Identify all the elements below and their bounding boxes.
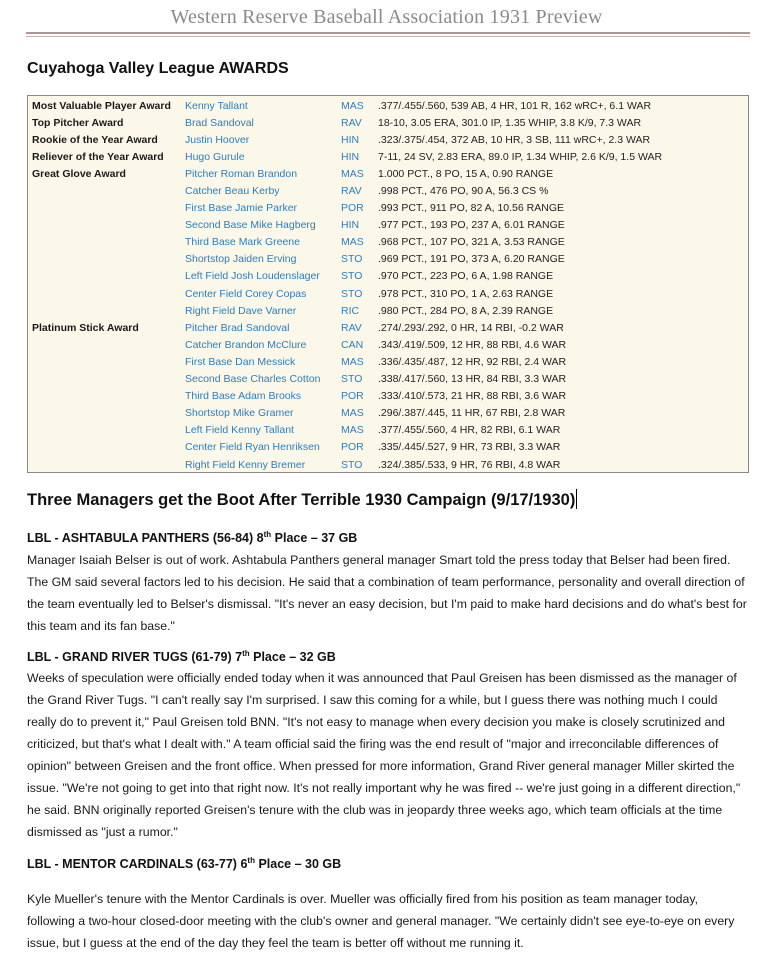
- award-name: [32, 336, 185, 353]
- award-team: POR: [341, 202, 364, 215]
- award-team: STO: [341, 253, 363, 266]
- story-body-ashtabula: Manager Isaiah Belser is out of work. Ashtabula Panthers general manager Smart told the press today that Belser had been fired. The GM said several factors led to his decision. He said that a combination of team performance, personality and overall direction of the team eventually led to Belser's dismissal. "It's never an easy decision, but I'm paid to make hard decisions and do what's best for this team and its fan base.": [27, 553, 747, 633]
- award-player: Left Field Kenny Tallant: [185, 424, 294, 437]
- award-team: RAV: [341, 321, 362, 334]
- award-player: Third Base Adam Brooks: [185, 390, 302, 403]
- award-team: STO: [341, 270, 363, 283]
- document-title: Western Reserve Baseball Association 1931 Preview: [170, 6, 603, 28]
- award-row: [32, 234, 662, 251]
- story-heading-place: Place – 37 GB: [271, 531, 358, 545]
- award-team: RAV: [341, 185, 362, 198]
- award-player: Brad Sandoval: [185, 116, 254, 129]
- award-row: [32, 319, 662, 336]
- news-headline: [27, 489, 577, 510]
- story-heading-place: Place – 32 GB: [249, 650, 336, 664]
- award-team: STO: [341, 373, 363, 386]
- award-name: [32, 353, 185, 370]
- story-heading-ashtabula: [27, 531, 357, 545]
- award-player: Shortstop Mike Gramer: [185, 407, 294, 420]
- award-name: [32, 234, 185, 251]
- award-player: Catcher Beau Kerby: [185, 185, 280, 198]
- award-stats: 1.000 PCT., 8 PO, 15 A, 0.90 RANGE: [378, 167, 554, 180]
- story-body-grand-river: Weeks of speculation were officially ended today when it was announced that Paul Greisen has been dismissed as the manager of the Grand River Tugs. "I can't really say I'm surprised. I saw this coming for a while, but I guess there was nothing much I could really do to prevent it," Paul Greisen told BNN. "It's not easy to manage when every decision you make is closely scrutinized and criticized, but that's what I dealt with." A team official said the firing was the end result of "major and irreconcilable differences of opinion" between Greisen and the front office. When pressed for more information, Grand River general manager Miller skirted the issue. "We're not going to get into that right now. It's not really important why he was fired -- we're just going in a different direction," he said. BNN originally reported Greisen's tenure with the club was in jeopardy three weeks ago, which team officials at the time dismissed as "just a rumor.": [27, 671, 741, 839]
- award-stats: .324/.385/.533, 9 HR, 76 RBI, 4.8 WAR: [378, 458, 561, 471]
- awards-table-box: [27, 95, 749, 473]
- award-stats: .338/.417/.560, 13 HR, 84 RBI, 3.3 WAR: [378, 373, 567, 386]
- award-row: [32, 182, 662, 199]
- award-team: HIN: [341, 133, 360, 146]
- award-stats: .323/.375/.454, 372 AB, 10 HR, 3 SB, 111 wRC+, 2.3 WAR: [378, 133, 651, 146]
- award-player: Pitcher Roman Brandon: [185, 167, 298, 180]
- award-player: Second Base Charles Cotton: [185, 373, 321, 386]
- story-heading-text: LBL - MENTOR CARDINALS (63-77) 6: [27, 857, 248, 871]
- award-player: Third Base Mark Greene: [185, 236, 300, 249]
- award-team: RIC: [341, 304, 360, 317]
- award-team: STO: [341, 458, 363, 471]
- award-stats: .343/.419/.509, 12 HR, 88 RBI, 4.6 WAR: [378, 338, 567, 351]
- story-heading-ordinal: th: [247, 855, 255, 865]
- story-heading-mentor: [27, 857, 341, 871]
- award-player: Catcher Brandon McClure: [185, 338, 307, 351]
- award-stats: .993 PCT., 911 PO, 82 A, 10.56 RANGE: [378, 202, 564, 215]
- story-heading-ordinal: th: [242, 648, 250, 658]
- award-row: [32, 456, 662, 473]
- award-stats: .968 PCT., 107 PO, 321 A, 3.53 RANGE: [378, 236, 565, 249]
- award-row: [32, 268, 662, 285]
- award-row: [32, 148, 662, 165]
- award-team: MAS: [341, 167, 364, 180]
- award-player: Shortstop Jaiden Erving: [185, 253, 297, 266]
- award-player: First Base Jamie Parker: [185, 202, 298, 215]
- award-row: [32, 131, 662, 148]
- award-name: [32, 285, 185, 302]
- award-stats: .977 PCT., 193 PO, 237 A, 6.01 RANGE: [378, 219, 565, 232]
- news-headline-text: Three Managers get the Boot After Terrible 1930 Campaign (9/17/1930): [27, 491, 576, 509]
- award-name: [32, 200, 185, 217]
- award-name: [32, 371, 185, 388]
- award-player: Left Field Josh Loudenslager: [185, 270, 320, 283]
- award-stats: .970 PCT., 223 PO, 6 A, 1.98 RANGE: [378, 270, 554, 283]
- award-name: Platinum Stick Award: [32, 321, 139, 334]
- story-heading-text: LBL - ASHTABULA PANTHERS (56-84) 8: [27, 531, 264, 545]
- award-name: [32, 268, 185, 285]
- award-name: [32, 405, 185, 422]
- award-stats: .333/.410/.573, 21 HR, 88 RBI, 3.6 WAR: [378, 390, 567, 403]
- award-row: [32, 405, 662, 422]
- award-row: [32, 165, 662, 182]
- award-row: [32, 251, 662, 268]
- award-name: [32, 182, 185, 199]
- title-rule-secondary: [26, 36, 750, 37]
- award-stats: .274/.293/.292, 0 HR, 14 RBI, -0.2 WAR: [378, 321, 564, 334]
- award-name: Most Valuable Player Award: [32, 99, 171, 112]
- award-team: RAV: [341, 116, 362, 129]
- award-player: Center Field Ryan Henriksen: [185, 441, 320, 454]
- award-stats: 18-10, 3.05 ERA, 301.0 IP, 1.35 WHIP, 3.8 K/9, 7.3 WAR: [378, 116, 642, 129]
- award-team: MAS: [341, 355, 364, 368]
- award-team: HIN: [341, 150, 360, 163]
- award-stats: .978 PCT., 310 PO, 1 A, 2.63 RANGE: [378, 287, 554, 300]
- award-row: [32, 200, 662, 217]
- award-stats: .335/.445/.527, 9 HR, 73 RBI, 3.3 WAR: [378, 441, 561, 454]
- award-name: [32, 302, 185, 319]
- awards-section-title: Cuyahoga Valley League AWARDS: [27, 60, 289, 77]
- award-stats: .296/.387/.445, 11 HR, 67 RBI, 2.8 WAR: [378, 407, 566, 420]
- award-row: [32, 439, 662, 456]
- award-team: CAN: [341, 338, 364, 351]
- award-player: Center Field Corey Copas: [185, 287, 307, 300]
- award-row: [32, 302, 662, 319]
- award-team: MAS: [341, 99, 364, 112]
- story-heading-grand-river: [27, 650, 336, 664]
- award-player: Justin Hoover: [185, 133, 250, 146]
- text-cursor: [576, 489, 577, 509]
- award-stats: .377/.455/.560, 4 HR, 82 RBI, 6.1 WAR: [378, 424, 561, 437]
- award-stats: .980 PCT., 284 PO, 8 A, 2.39 RANGE: [378, 304, 554, 317]
- awards-table: [32, 97, 662, 473]
- award-name: [32, 456, 185, 473]
- award-player: First Base Dan Messick: [185, 355, 296, 368]
- award-team: POR: [341, 390, 364, 403]
- award-name: Rookie of the Year Award: [32, 133, 158, 146]
- award-player: Pitcher Brad Sandoval: [185, 321, 290, 334]
- award-row: [32, 422, 662, 439]
- award-name: Top Pitcher Award: [32, 116, 124, 129]
- award-team: MAS: [341, 424, 364, 437]
- award-row: [32, 217, 662, 234]
- award-stats: .377/.455/.560, 539 AB, 4 HR, 101 R, 162 wRC+, 6.1 WAR: [378, 99, 652, 112]
- award-stats: .998 PCT., 476 PO, 90 A, 56.3 CS %: [378, 185, 549, 198]
- award-player: Hugo Gurule: [185, 150, 245, 163]
- award-name: Great Glove Award: [32, 167, 126, 180]
- award-name: Reliever of the Year Award: [32, 150, 164, 163]
- award-player: Right Field Dave Varner: [185, 304, 297, 317]
- story-body-mentor: Kyle Mueller's tenure with the Mentor Cardinals is over. Mueller was officially fired from his position as team manager today, following a two-hour closed-door meeting with the club's owner and general manager. "We certainly didn't see eye-to-eye on every issue, but I guess at the end of the day they feel the team is better off without me running it.: [27, 892, 735, 950]
- award-row: [32, 388, 662, 405]
- award-player: Right Field Kenny Bremer: [185, 458, 306, 471]
- award-row: [32, 97, 662, 114]
- award-name: [32, 217, 185, 234]
- award-name: [32, 439, 185, 456]
- story-heading-ordinal: th: [263, 529, 272, 539]
- award-name: [32, 388, 185, 405]
- award-stats: .336/.435/.487, 12 HR, 92 RBI, 2.4 WAR: [378, 355, 567, 368]
- award-team: STO: [341, 287, 363, 300]
- story-heading-place: Place – 30 GB: [254, 857, 342, 871]
- award-team: MAS: [341, 236, 364, 249]
- story-heading-text: LBL - GRAND RIVER TUGS (61-79) 7: [27, 650, 243, 664]
- award-row: [32, 371, 662, 388]
- award-row: [32, 114, 662, 131]
- award-row: [32, 353, 662, 370]
- award-player: Kenny Tallant: [185, 99, 248, 112]
- award-player: Second Base Mike Hagberg: [185, 219, 316, 232]
- title-rule: [26, 32, 750, 34]
- award-team: POR: [341, 441, 364, 454]
- award-name: [32, 422, 185, 439]
- award-row: [32, 285, 662, 302]
- award-stats: 7-11, 24 SV, 2.83 ERA, 89.0 IP, 1.34 WHIP, 2.6 K/9, 1.5 WAR: [378, 150, 663, 163]
- award-team: MAS: [341, 407, 364, 420]
- award-stats: .969 PCT., 191 PO, 373 A, 6.20 RANGE: [378, 253, 565, 266]
- award-name: [32, 251, 185, 268]
- award-team: HIN: [341, 219, 360, 232]
- award-row: [32, 336, 662, 353]
